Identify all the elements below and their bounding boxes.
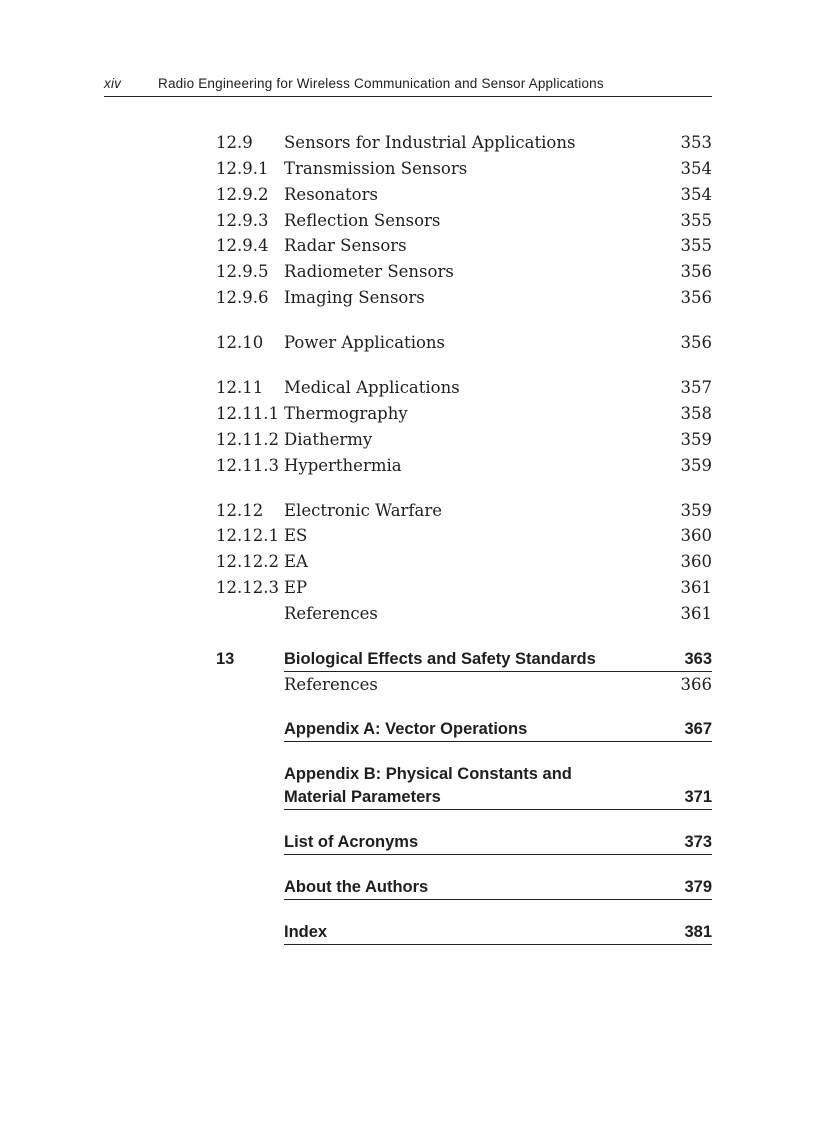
- toc-title: EA: [284, 552, 308, 571]
- toc-page-number: 355: [680, 236, 712, 255]
- toc-title: Radiometer Sensors: [284, 262, 454, 281]
- toc-page-number: 361: [680, 578, 712, 597]
- toc-entry: [216, 428, 712, 452]
- toc-page-number: 359: [680, 456, 712, 475]
- toc-chapter-heading: [284, 648, 712, 672]
- toc-number: 12.9.1: [216, 159, 269, 178]
- toc-page-number: 359: [680, 430, 712, 449]
- toc-title: References: [284, 675, 378, 694]
- toc-chapter-heading: [284, 921, 712, 945]
- toc-title: ES: [284, 526, 308, 545]
- toc-chapter-heading: [284, 763, 712, 810]
- toc-page-number: 371: [684, 788, 712, 806]
- toc-number: 12.9: [216, 133, 253, 152]
- toc-entry: [216, 673, 712, 697]
- toc-page-number: 360: [680, 526, 712, 545]
- toc-number: 12.11.2: [216, 430, 279, 449]
- toc-page-number: 363: [684, 650, 712, 668]
- toc-page-number: 359: [680, 501, 712, 520]
- toc-title: References: [284, 604, 378, 623]
- toc-title: Hyperthermia: [284, 456, 402, 475]
- toc-entry: [216, 286, 712, 310]
- toc-number: 12.12.1: [216, 526, 279, 545]
- toc-title: Thermography: [284, 404, 408, 423]
- book-title: Radio Engineering for Wireless Communication and Sensor Applications: [158, 76, 604, 91]
- page-folio: xiv: [104, 76, 122, 91]
- toc-title: Transmission Sensors: [284, 159, 468, 178]
- toc-number: 12.9.4: [216, 236, 269, 255]
- toc-entry: [216, 260, 712, 284]
- toc-page-number: 356: [680, 288, 712, 307]
- toc-number: 12.11.3: [216, 456, 279, 475]
- toc-number: 12.10: [216, 333, 264, 352]
- running-head: [104, 74, 712, 97]
- toc-page-number: 354: [680, 159, 712, 178]
- toc-chapter-title: Appendix A: Vector Operations: [284, 720, 528, 738]
- toc-chapter-heading: [284, 831, 712, 855]
- toc-number: 12.9.5: [216, 262, 269, 281]
- toc-title: Resonators: [284, 185, 378, 204]
- toc-chapter-title: List of Acronyms: [284, 833, 419, 851]
- toc-entry: [216, 576, 712, 600]
- toc-title: Imaging Sensors: [284, 288, 425, 307]
- toc-number: 12.12.2: [216, 552, 279, 571]
- toc-number: 12.9.3: [216, 211, 269, 230]
- toc-title: Medical Applications: [284, 378, 460, 397]
- toc-chapter-title: Appendix B: Physical Constants and: [284, 765, 572, 783]
- toc-chapter-title: About the Authors: [284, 878, 429, 896]
- toc-number: 12.12: [216, 501, 264, 520]
- toc-entry: [216, 499, 712, 523]
- toc-title: Electronic Warfare: [284, 501, 443, 520]
- toc-title: Radar Sensors: [284, 236, 407, 255]
- toc-entry: [216, 331, 712, 355]
- toc-page-number: 381: [684, 923, 712, 941]
- toc-entry: [216, 183, 712, 207]
- toc-title: EP: [284, 578, 308, 597]
- toc-entry: [216, 131, 712, 155]
- toc-entry: [216, 602, 712, 626]
- toc-number: 12.12.3: [216, 578, 279, 597]
- toc-number: 12.9.2: [216, 185, 269, 204]
- toc-chapter-number: 13: [216, 650, 235, 668]
- toc-entry: [216, 234, 712, 258]
- toc-page-number: 360: [680, 552, 712, 571]
- toc-page-number: 356: [680, 262, 712, 281]
- toc-title: Reflection Sensors: [284, 211, 441, 230]
- toc-entry: [216, 550, 712, 574]
- toc-page-number: 366: [680, 675, 712, 694]
- toc-chapter-title-line2: Material Parameters: [284, 788, 441, 806]
- toc-chapter-heading: [284, 876, 712, 900]
- toc-page-number: 373: [684, 833, 712, 851]
- toc-number: 12.11: [216, 378, 264, 397]
- toc-number: 12.11.1: [216, 404, 279, 423]
- toc-page-number: 379: [684, 878, 712, 896]
- toc-chapter-title: Biological Effects and Safety Standards: [284, 650, 596, 668]
- toc-page-number: 367: [684, 720, 712, 738]
- toc-entry: [216, 209, 712, 233]
- toc-entry: [216, 402, 712, 426]
- toc-chapter-heading: [284, 718, 712, 742]
- toc-page-number: 358: [680, 404, 712, 423]
- toc-number: 12.9.6: [216, 288, 269, 307]
- toc-page-number: 356: [680, 333, 712, 352]
- toc-page-number: 354: [680, 185, 712, 204]
- toc-page-number: 361: [680, 604, 712, 623]
- toc-page-number: 355: [680, 211, 712, 230]
- toc-title: Power Applications: [284, 333, 445, 352]
- toc-title: Sensors for Industrial Applications: [284, 133, 576, 152]
- toc-page-number: 357: [680, 378, 712, 397]
- toc-entry: [216, 376, 712, 400]
- toc-page-number: 353: [680, 133, 712, 152]
- toc-chapter-title: Index: [284, 923, 328, 941]
- toc-entry: [216, 157, 712, 181]
- toc-entry: [216, 524, 712, 548]
- toc-title: Diathermy: [284, 430, 373, 449]
- toc-entry: [216, 454, 712, 478]
